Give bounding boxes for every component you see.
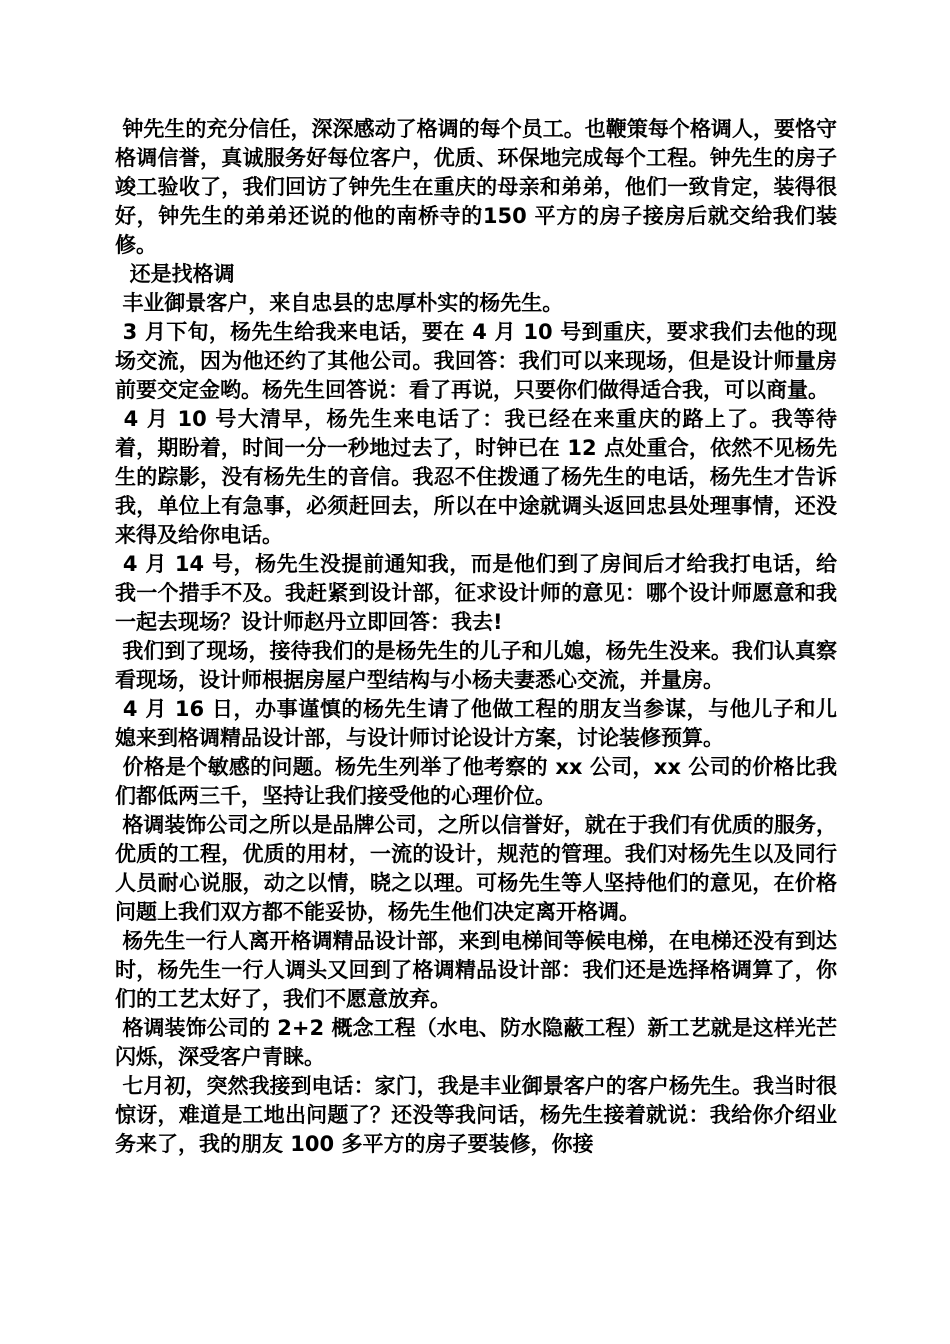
paragraph-return: 杨先生一行人离开格调精品设计部，来到电梯间等候电梯，在电梯还没有到达时，杨先生一行人调头又回到了格调精品设计部：我们还是选择格调算了，你们的工艺太好了，我们不愿意放弃。: [115, 929, 838, 1011]
paragraph-price: 价格是个敏感的问题。杨先生列举了他考察的 xx 公司，xx 公司的价格比我们都低两三千，坚持让我们接受他的心理价位。: [115, 755, 837, 808]
paragraph-april-10: 4 月 10 号大清早，杨先生来电话了：我已经在来重庆的路上了。我等待着，期盼着，时间一分一秒地过去了，时钟已在 12 点处重合，依然不见杨先生的踪影，没有杨先生的音信。我忍不住拨通了杨先生的电话，杨先生才告诉我，单位上有急事，必须赶回去，所以在中途就调头返回忠县处理事情，还没来得及给你电话。: [115, 407, 837, 547]
document-page: [115, 115, 837, 1159]
paragraph-intro-yang: 丰业御景客户，来自忠县的忠厚朴实的杨先生。: [115, 291, 564, 315]
section-heading: 还是找格调: [115, 262, 235, 286]
paragraph-zhong-trust: 钟先生的充分信任，深深感动了格调的每个员工。也鞭策每个格调人，要恪守格调信誉，真诚服务好每位客户，优质、环保地完成每个工程。钟先生的房子竣工验收了，我们回访了钟先生在重庆的母亲和弟弟，他们一致肯定，装得很好，钟先生的弟弟还说的他的南桥寺的150 平方的房子接房后就交给我们装修。: [115, 117, 838, 257]
paragraph-april-14: 4 月 14 号，杨先生没提前通知我，而是他们到了房间后才给我打电话，给我一个措手不及。我赶紧到设计部，征求设计师的意见：哪个设计师愿意和我一起去现场？设计师赵丹立即回答：我去!: [115, 552, 837, 634]
paragraph-april-16: 4 月 16 日，办事谨慎的杨先生请了他做工程的朋友当参谋，与他儿子和儿媳来到格调精品设计部，与设计师讨论设计方案，讨论装修预算。: [115, 697, 837, 750]
paragraph-march-call: 3 月下旬，杨先生给我来电话，要在 4 月 10 号到重庆，要求我们去他的现场交流，因为他还约了其他公司。我回答：我们可以来现场，但是设计师量房前要交定金哟。杨先生回答说：看了再说，只要你们做得适合我，可以商量。: [115, 320, 838, 402]
paragraph-july: 七月初，突然我接到电话：家门，我是丰业御景客户的客户杨先生。我当时很惊讶，难道是工地出问题了？还没等我问话，杨先生接着就说：我给你介绍业务来了，我的朋友 100 多平方的房子要装修，你接: [115, 1074, 838, 1156]
paragraph-craft: 格调装饰公司的 2+2 概念工程（水电、防水隐蔽工程）新工艺就是这样光芒闪烁，深受客户青睐。: [115, 1016, 837, 1069]
paragraph-brand: 格调装饰公司之所以是品牌公司，之所以信誉好，就在于我们有优质的服务，优质的工程，优质的用材，一流的设计，规范的管理。我们对杨先生以及同行人员耐心说服，动之以情，晓之以理。可杨先生等人坚持他们的意见，在价格问题上我们双方都不能妥协，杨先生他们决定离开格调。: [115, 813, 838, 924]
paragraph-site-visit: 我们到了现场，接待我们的是杨先生的儿子和儿媳，杨先生没来。我们认真察看现场，设计师根据房屋户型结构与小杨夫妻悉心交流，并量房。: [115, 639, 838, 692]
